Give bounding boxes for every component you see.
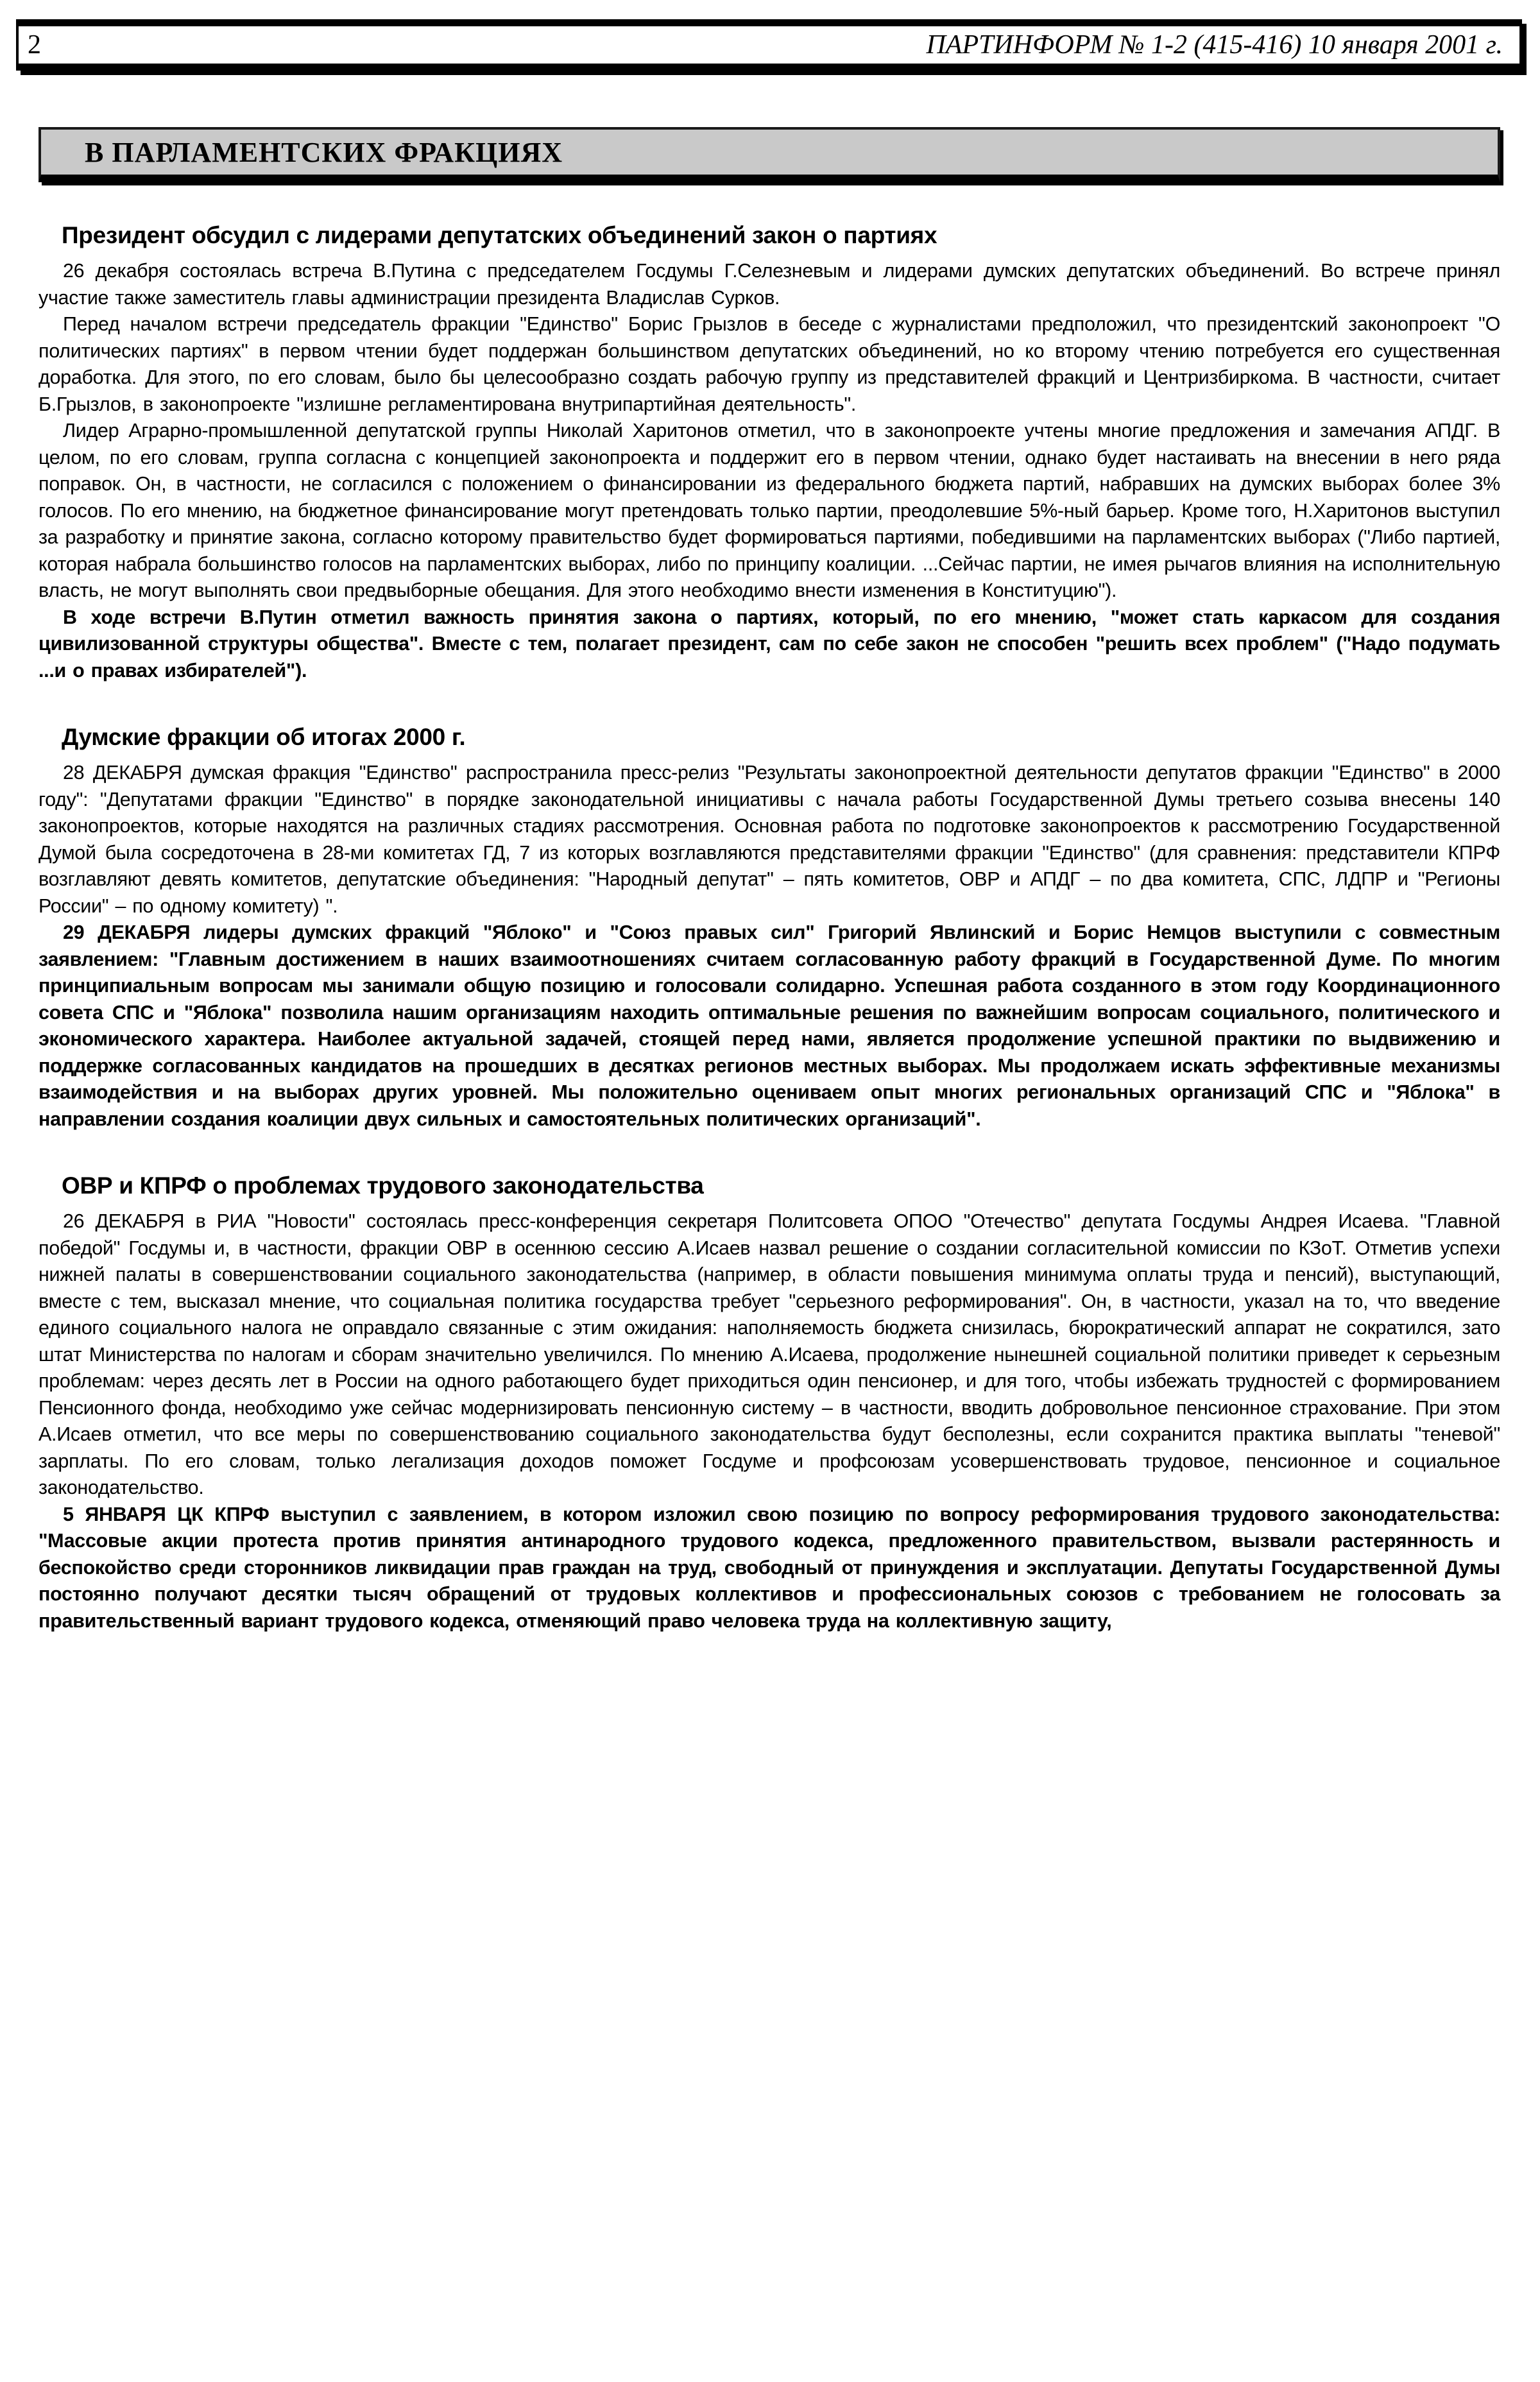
article-title: Президент обсудил с лидерами депутатских объединений закон о партиях <box>62 222 937 248</box>
article-paragraph: 29 ДЕКАБРЯ лидеры думских фракций "Яблоко" и "Союз правых сил" Григорий Явлинский и Борис Немцов выступили с совместным заявлением: "Главным достижением в наших взаимоотношениях считаем согласованную работу фракций в Государственной Думе. По многим принципиальным вопросам мы занимали общую позицию и голосовали солидарно. Успешная работа созданного в этом году Координационного совета СПС и "Яблока" позволила нашим организациям находить оптимальные решения по важнейшим вопросам социального, политического и экономического характера. Наиболее актуальной задачей, стоящей перед нами, является продолжение успешной практики по выдвижению и поддержке согласованных кандидатов на прошедших в десятках регионов местных выборах. Мы продолжаем искать эффективные механизмы взаимодействия и на выборах других уровней. Мы положительно оцениваем опыт многих региональных организаций СПС и "Яблока" в направлении создания коалиции двух сильных и самостоятельных политических организаций". <box>38 921 1500 1130</box>
article-paragraph: 26 ДЕКАБРЯ в РИА "Новости" состоялась пресс-конференция секретаря Политсовета ОПОО "Отечество" депутата Госдумы Андрея Исаева. "Главной победой" Госдумы и, в частности, фракции ОВР в осеннюю сессию А.Исаев назвал решение о создании согласительной комиссии по КЗоТ. Отметив успехи нижней палаты в совершенствовании социального законодательства (например, в области повышения минимума оплаты труда и пенсий), выступающий, вместе с тем, высказал мнение, что социальная политика государства требует "серьезного реформирования". Он, в частности, указал на то, что введение единого социального налога не оправдало связанные с этим ожидания: наполняемость бюджета снизилась, бюрократический аппарат не сократился, зато штат Министерства по налогам и сборам значительно увеличился. По мнению А.Исаева, продолжение нынешней социальной политики приведет к серьезным проблемам: через десять лет в России на одного работающего будет приходиться один пенсионер, и для того, чтобы избежать трудностей с формированием Пенсионного фонда, необходимо уже сейчас модернизировать пенсионную систему – в частности, вводить добровольное пенсионное страхование. При этом А.Исаев отметил, что все меры по совершенствованию социального законодательства будут бесполезны, если сохранится практика выплаты "теневой" зарплаты. По его словам, только легализация доходов поможет Госдуме и профсоюзам усовершенствовать трудовое, пенсионное и социальное законодательство. <box>38 1210 1500 1498</box>
article-duma-fractions-2000 <box>38 724 1500 1133</box>
page-content <box>38 222 1500 1634</box>
article-president-parties <box>38 222 1500 684</box>
page-header <box>16 19 1522 71</box>
section-title: В ПАРЛАМЕНТСКИХ ФРАКЦИЯХ <box>85 136 563 168</box>
article-title: ОВР и КПРФ о проблемах трудового законодательства <box>62 1172 704 1199</box>
article-ovr-kprf-labor-law <box>38 1172 1500 1634</box>
article-paragraph: В ходе встречи В.Путин отметил важность принятия закона о партиях, который, по его мнению, "может стать каркасом для создания цивилизованной структуры общества". Вместе с тем, полагает президент, сам по себе закон не способен "решить всех проблем" ("Надо подумать ...и о правах избирателей"). <box>38 606 1500 681</box>
article-paragraph: Лидер Аграрно-промышленной депутатской группы Николай Харитонов отметил, что в законопроекте учтены многие предложения и замечания АПДГ. В целом, по его словам, группа согласна с концепцией законопроекта и поддержит его в первом чтении, однако будет настаивать на внесении в него ряда поправок. Он, в частности, не согласился с положением о финансировании из федерального бюджета партий, набравших на думских выборах более 3% голосов. По его мнению, на бюджетное финансирование могут претендовать только партии, преодолевшие 5%-ный барьер. Кроме того, Н.Харитонов выступил за разработку и принятие закона, согласно которому правительство будет формироваться партиями, победившими на парламентских выборах ("Либо партией, которая набрала большинство голосов на парламентских выборах, либо по принципу коалиции. ...Сейчас партии, не имея рычагов влияния на исполнительную власть, не могут выполнять свои предвыборные обещания. Для этого необходимо внести изменения в Конституцию"). <box>38 420 1500 601</box>
section-banner <box>38 127 1500 182</box>
issue-title: ПАРТИНФОРМ № 1-2 (415-416) 10 января 2001 г. <box>926 30 1503 60</box>
article-paragraph: 5 ЯНВАРЯ ЦК КПРФ выступил с заявлением, в котором изложил свою позицию по вопросу реформирования трудового законодательства: "Массовые акции протеста против принятия антинародного трудового кодекса, предложенного правительством, вызвали растерянность и беспокойство среди сторонников ликвидации прав граждан на труд, свободный от принуждения и эксплуатации. Депутаты Государственной Думы постоянно получают десятки тысяч обращений от трудовых коллективов и профессиональных союзов с требованием не голосовать за правительственный вариант трудового кодекса, отменяющий право человека труда на коллективную защиту, <box>38 1503 1500 1632</box>
page-number: 2 <box>28 30 41 60</box>
article-paragraph: 26 декабря состоялась встреча В.Путина с председателем Госдумы Г.Селезневым и лидерами думских депутатских объединений. Во встрече принял участие также заместитель главы администрации президента Владислав Сурков. <box>38 260 1500 309</box>
article-paragraph: Перед началом встречи председатель фракции "Единство" Борис Грызлов в беседе с журналистами предположил, что президентский законопроект "О политических партиях" в первом чтении будет поддержан большинством депутатских объединений, но ко второму чтению потребуется его существенная доработка. Для этого, по его словам, было бы целесообразно создать рабочую группу из представителей фракций и Центризбиркома. В частности, считает Б.Грызлов, в законопроекте "излишне регламентирована внутрипартийная деятельность". <box>38 313 1500 415</box>
article-title: Думские фракции об итогах 2000 г. <box>62 724 466 750</box>
article-paragraph: 28 ДЕКАБРЯ думская фракция "Единство" распространила пресс-релиз "Результаты законопроектной деятельности депутатов фракции "Единство" в 2000 году": "Депутатами фракции "Единство" в порядке законодательной инициативы с начала работы Государственной Думы третьего созыва внесены 140 законопроектов, которые находятся на различных стадиях рассмотрения. Основная работа по подготовке законопроектов к рассмотрению Государственной Думой была сосредоточена в 28-ми комитетах ГД, 7 из которых возглавляются представителями фракции "Единство" (для сравнения: представители КПРФ возглавляют девять комитетов, депутатские объединения: "Народный депутат" – пять комитетов, ОВР и АПДГ – по два комитета, СПС, ЛДПР и "Регионы России" – по одному комитету) ". <box>38 762 1500 917</box>
